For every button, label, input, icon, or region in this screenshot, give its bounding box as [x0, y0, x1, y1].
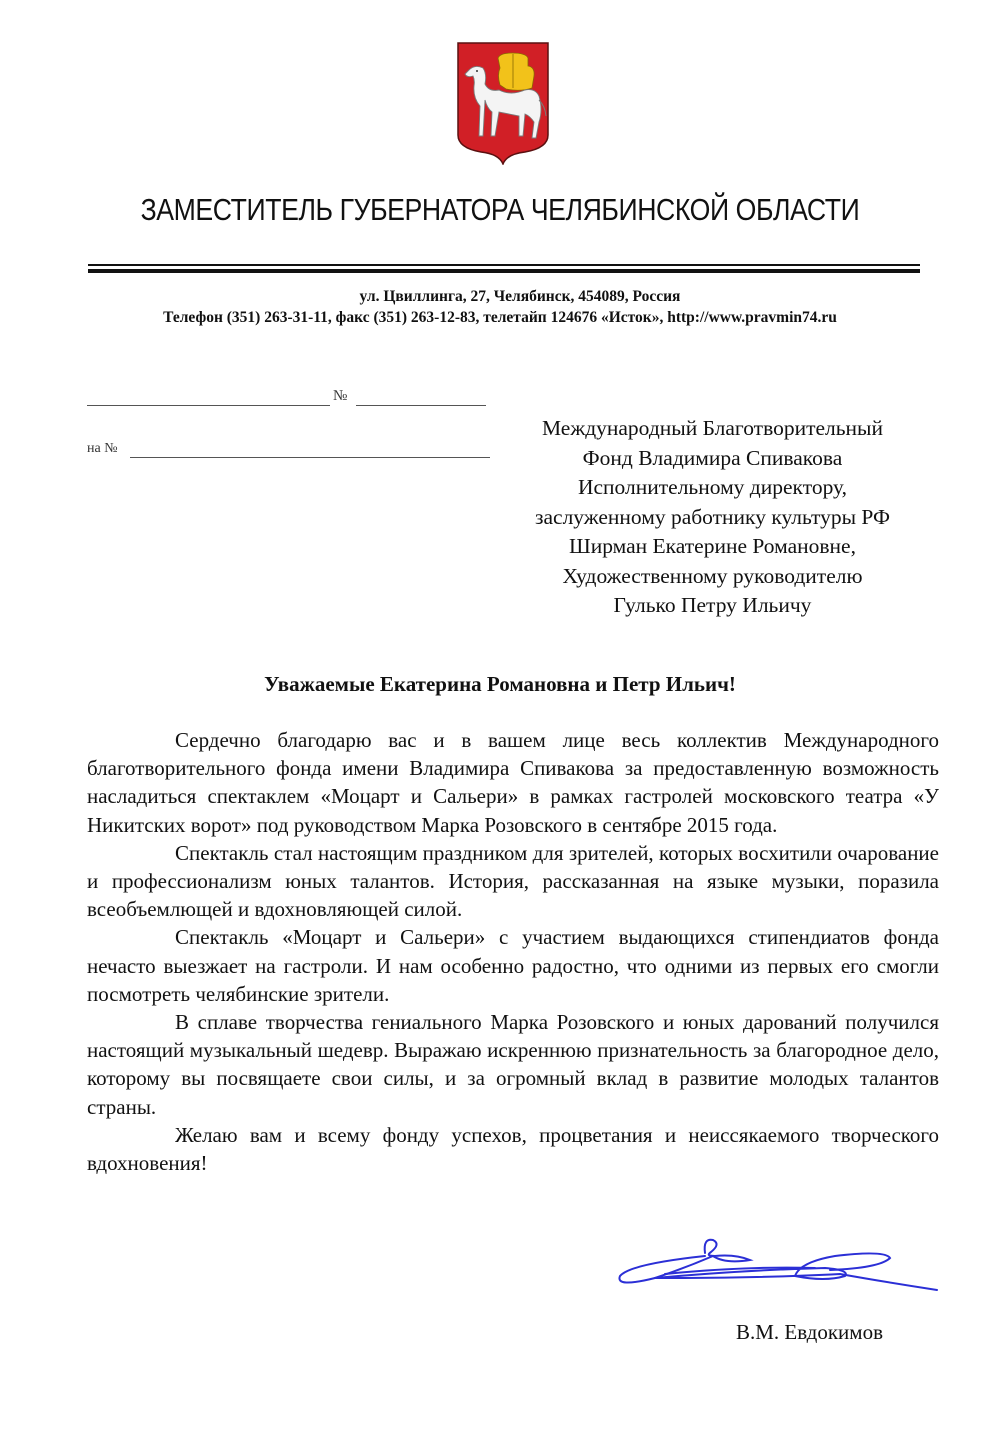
recipient-line: Международный Благотворительный — [541, 416, 884, 440]
coat-of-arms-emblem — [455, 40, 551, 165]
header-rule-thick — [88, 269, 920, 273]
body-paragraph: Сердечно благодарю вас и в вашем лице весь коллектив Международного благотворительного фонда имени Владимира Спивакова за предоставленную возможность насладиться спектаклем «Моцарт и Сальери» в рамках гастролей московского театра «У Никитских ворот» под руководством Марка Розовского в сентябре 2015 года. — [87, 728, 939, 837]
signature-icon — [595, 1228, 940, 1308]
camel-shield-icon — [455, 40, 551, 165]
body-paragraph: Спектакль «Моцарт и Сальери» с участием выдающихся стипендиатов фонда нечасто выезжает на гастроли. И нам особенно радостно, что одними из первых его смогли посмотреть челябинские зрители. — [87, 925, 939, 1006]
letter-body — [87, 726, 939, 1177]
header-rule-thin — [88, 264, 920, 266]
recipient-block — [490, 414, 935, 621]
recipient-line: Фонд Владимира Спивакова — [582, 445, 843, 470]
organization-title: ЗАМЕСТИТЕЛЬ ГУБЕРНАТОРА ЧЕЛЯБИНСКОЙ ОБЛАСТИ — [140, 192, 860, 227]
salutation: Уважаемые Екатерина Романовна и Петр Ильич! — [264, 672, 736, 696]
recipient-line: заслуженному работнику культуры РФ — [534, 504, 890, 529]
handwritten-signature — [595, 1228, 940, 1308]
body-paragraph: Желаю вам и всему фонду успехов, процветания и неиссякаемого творческого вдохновения! — [87, 1122, 939, 1176]
contact-details: Телефон (351) 263-31-11, факс (351) 263-12-83, телетайп 124676 «Исток», http://www.pravmin74.ru — [163, 309, 837, 326]
body-paragraph: Спектакль стал настоящим праздником для зрителей, которых восхитили очарование и профессионализм юных талантов. История, рассказанная на языке музыки, поразила всеобъемлющей и вдохновляющей силой. — [87, 840, 939, 922]
postal-address: ул. Цвиллинга, 27, Челябинск, 454089, Россия — [359, 288, 681, 305]
recipient-line: Гулько Петру Ильичу — [613, 593, 812, 617]
reply-number-label: на № — [87, 441, 118, 456]
signer-name: В.М. Евдокимов — [736, 1320, 883, 1344]
date-field-line — [87, 404, 330, 406]
reply-number-field-line — [130, 456, 490, 458]
recipient-line: Художественному руководителю — [562, 563, 863, 588]
recipient-line: Исполнительному директору, — [577, 475, 848, 499]
body-paragraph: В сплаве творчества гениального Марка Розовского и юных дарований получился настоящий музыкальный шедевр. Выражаю искреннюю признательность за благородное дело, которому вы посвящаете свои силы, и за огромный вклад в развитие молодых талантов страны. — [87, 1010, 939, 1119]
recipient-line: Ширман Екатерине Романовне, — [569, 534, 856, 558]
number-label: № — [333, 388, 348, 404]
number-field-line — [356, 404, 486, 406]
